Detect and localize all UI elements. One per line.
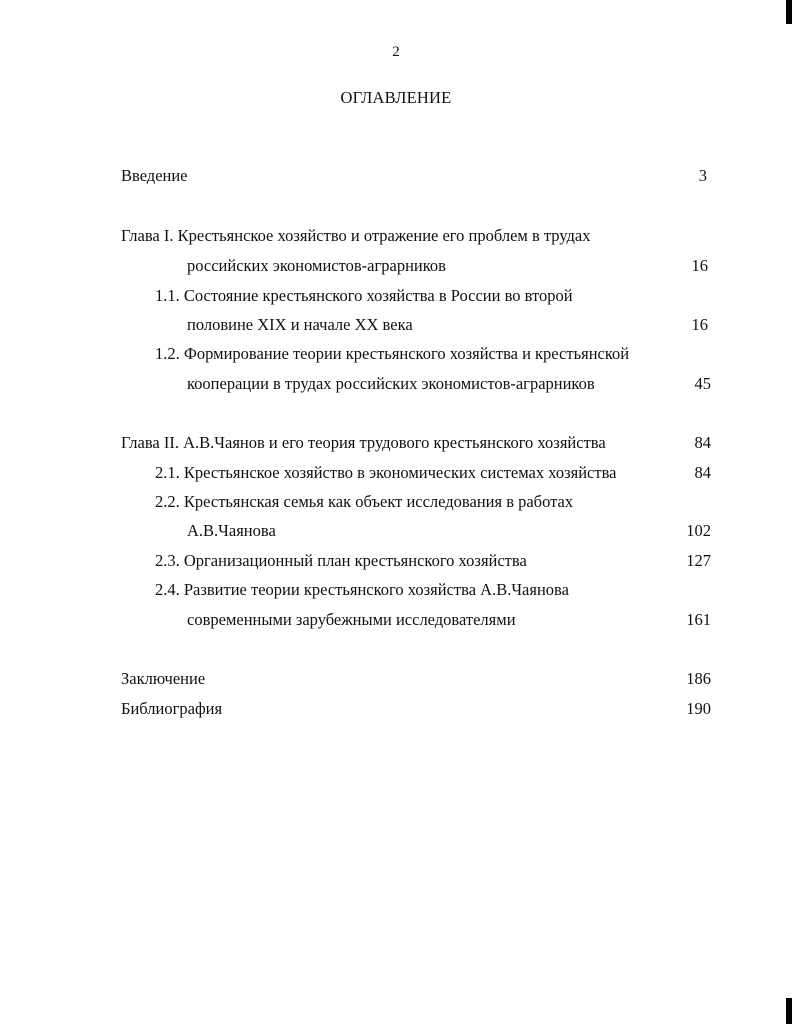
toc-entry-bibliography-page: 190 <box>686 699 711 718</box>
toc-section-2-2-line2: А.В.Чаянова <box>187 521 276 540</box>
toc-chapter1-line1: Глава I. Крестьянское хозяйство и отражение его проблем в трудах <box>121 226 591 245</box>
toc-title: ОГЛАВЛЕНИЕ <box>340 88 452 107</box>
toc-entry-conclusion-label: Заключение <box>121 669 206 688</box>
toc-chapter2-line1: Глава II. А.В.Чаянов и его теория трудового крестьянского хозяйства <box>121 433 606 452</box>
toc-chapter1-page: 16 <box>691 256 708 275</box>
scan-edge-top <box>786 0 792 24</box>
toc-section-2-3-page: 127 <box>686 551 711 570</box>
toc-section-2-2-line1: 2.2. Крестьянская семья как объект исследования в работах <box>155 492 574 511</box>
scan-edge-bottom <box>786 998 792 1024</box>
page-number: 2 <box>392 44 400 60</box>
toc-entry-intro-label: Введение <box>121 166 188 185</box>
toc-section-2-2-page: 102 <box>686 521 711 540</box>
toc-section-2-4-line1: 2.4. Развитие теории крестьянского хозяйства А.В.Чаянова <box>155 580 569 599</box>
toc-section-1-1-page: 16 <box>691 315 708 334</box>
toc-section-1-2-line2: кооперации в трудах российских экономистов-аграрников <box>187 374 595 393</box>
toc-chapter1-line2: российских экономистов-аграрников <box>187 256 446 275</box>
toc-section-1-1-line1: 1.1. Состояние крестьянского хозяйства в России во второй <box>155 286 573 305</box>
toc-section-2-1-line1: 2.1. Крестьянское хозяйство в экономических системах хозяйства <box>155 463 617 482</box>
toc-entry-bibliography-label: Библиография <box>121 699 223 718</box>
toc-section-1-2-line1: 1.2. Формирование теории крестьянского хозяйства и крестьянской <box>155 344 630 363</box>
toc-section-1-1-line2: половине XIX и начале XX века <box>187 315 413 334</box>
toc-entry-conclusion-page: 186 <box>686 669 711 688</box>
toc-section-2-4-line2: современными зарубежными исследователями <box>187 610 516 629</box>
toc-entry-intro-page: 3 <box>698 166 707 185</box>
toc-section-2-4-page: 161 <box>686 610 711 629</box>
toc-section-1-2-page: 45 <box>694 374 711 393</box>
toc-section-2-1-page: 84 <box>694 463 711 482</box>
toc-section-2-3-line1: 2.3. Организационный план крестьянского хозяйства <box>155 551 527 570</box>
toc-chapter2-page: 84 <box>694 433 711 452</box>
